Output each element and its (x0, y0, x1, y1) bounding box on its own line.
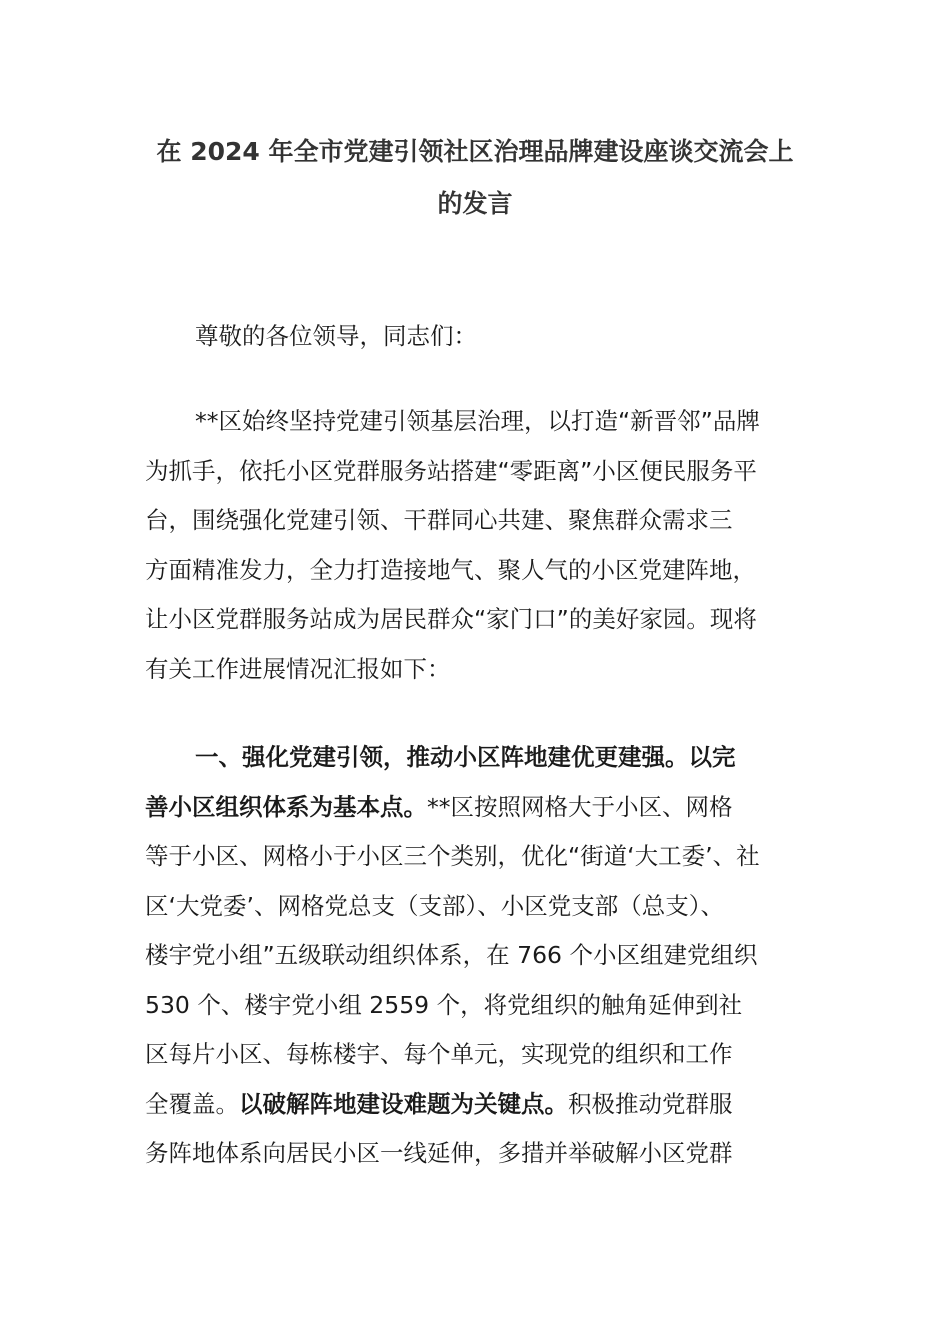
paragraph-line: 区每片小区、每栋楼宇、每个单元，实现党的组织和工作 (145, 1040, 733, 1068)
document-title (145, 126, 805, 230)
paragraph-line: 为抓手，依托小区党群服务站搭建“零距离”小区便民服务平 (145, 456, 757, 485)
key-point-critical: 以破解阵地建设难题为关键点。 (239, 1089, 568, 1118)
section-one-heading: 一、强化党建引领，推动小区阵地建优更建强。以完 (195, 743, 736, 771)
greeting-paragraph (145, 312, 805, 362)
title-line-1: 在 2024 年全市党建引领社区治理品牌建设座谈交流会上 (156, 137, 794, 166)
paragraph-line: 区‘大党委’、网格党总支（支部）、小区党支部（总支）、 (145, 891, 724, 920)
paragraph-line: 有关工作进展情况汇报如下： (145, 654, 451, 683)
title-line-2: 的发言 (437, 189, 513, 218)
paragraph-line: 台，围绕强化党建引领、干群同心共建、聚焦群众需求三 (145, 506, 733, 534)
paragraph-line: 等于小区、网格小于小区三个类别，优化“街道‘大工委’、社 (145, 842, 760, 870)
paragraph-text: 积极推动党群服 (568, 1089, 733, 1118)
key-point-basic: 善小区组织体系为基本点。 (145, 792, 427, 821)
paragraph-line: 方面精准发力，全力打造接地气、聚人气的小区党建阵地， (145, 555, 756, 584)
paragraph-line: 务阵地体系向居民小区一线延伸，多措并举破解小区党群 (145, 1139, 733, 1167)
paragraph-line: **区始终坚持党建引领基层治理，以打造“新晋邻”品牌 (195, 407, 760, 435)
paragraph-text: 全覆盖。 (145, 1089, 239, 1118)
section-one-paragraph (145, 733, 805, 1179)
paragraph-line (145, 783, 805, 833)
paragraph-line (145, 1080, 805, 1130)
intro-paragraph (145, 397, 805, 694)
greeting-text: 尊敬的各位领导，同志们： (195, 322, 477, 350)
paragraph-line: 530 个、楼宇党小组 2559 个，将党组织的触角延伸到社 (145, 990, 743, 1019)
paragraph-text: **区按照网格大于小区、网格 (427, 792, 733, 821)
paragraph-line: 让小区党群服务站成为居民群众“家门口”的美好家园。现将 (145, 605, 757, 633)
paragraph-line: 楼宇党小组”五级联动组织体系，在 766 个小区组建党组织 (145, 941, 758, 969)
